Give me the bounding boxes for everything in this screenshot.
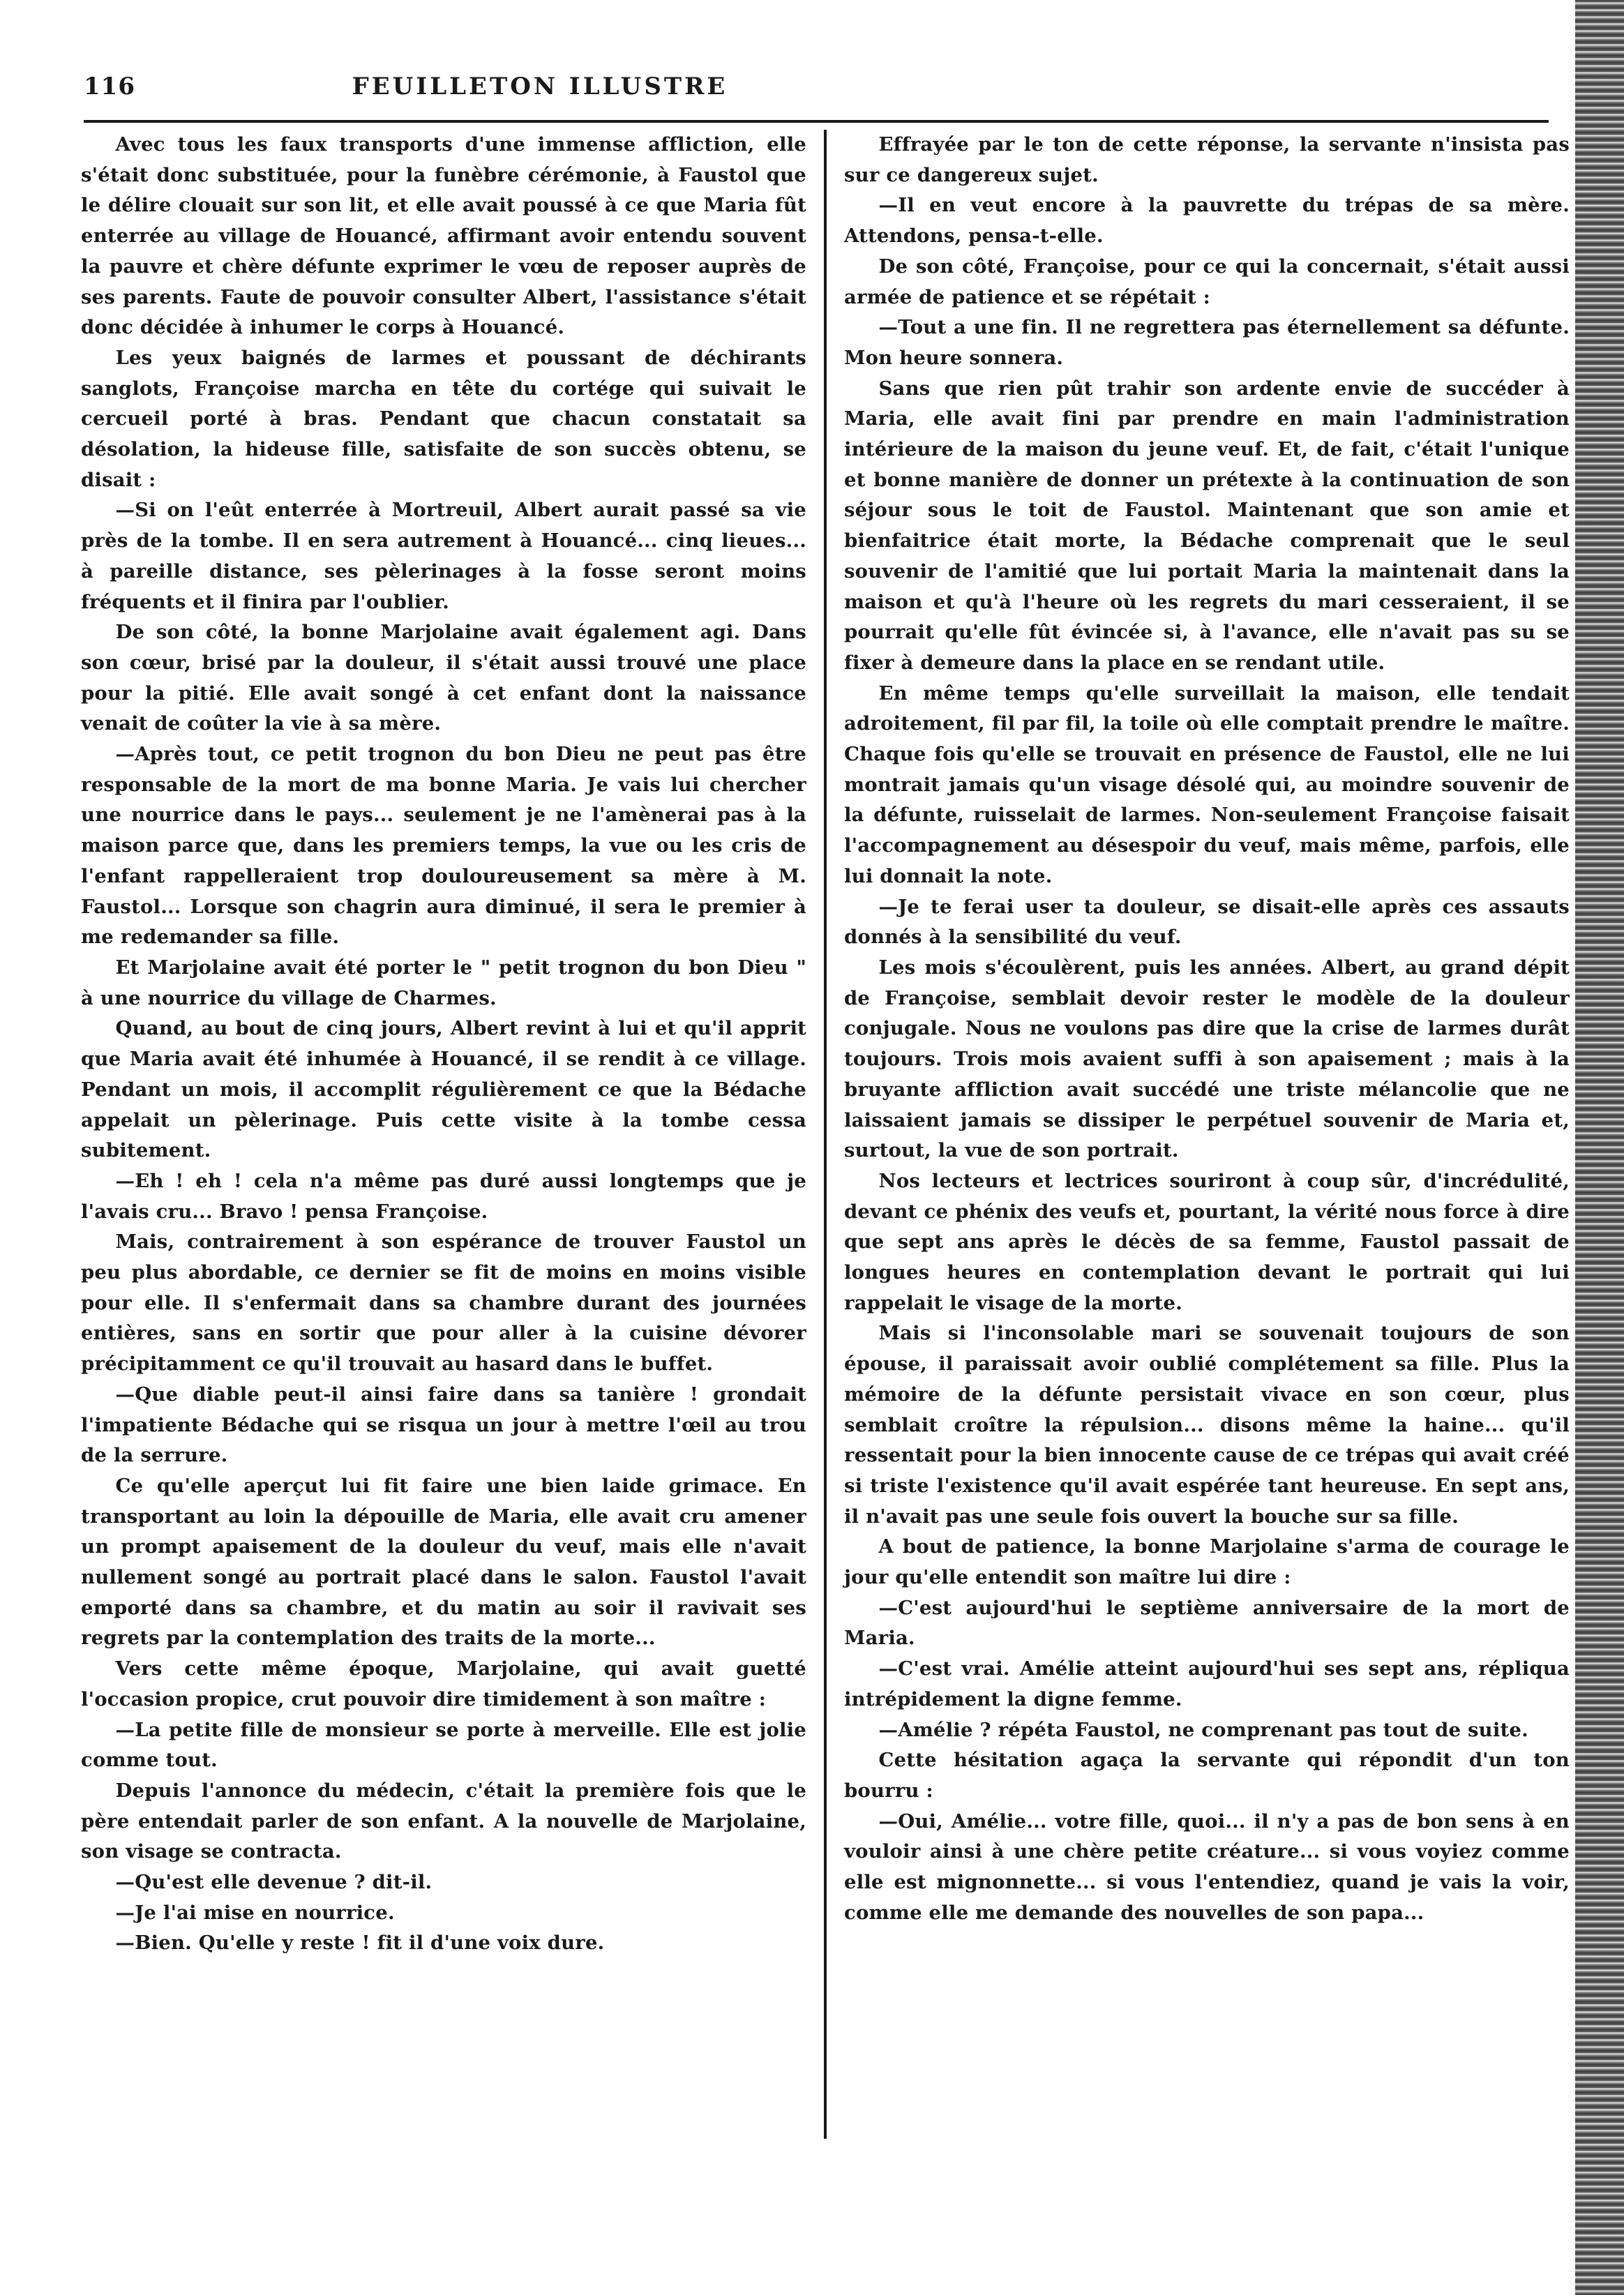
paragraph: —Si on l'eût enterrée à Mortreuil, Albert aurait passé sa vie près de la tombe. Il en sera autrement à Houancé... cinq lieues... à pareille distance, ses pèlerinages à la fosse seront moins fréquents et il finira par l'oublier. xyxy=(81,499,806,613)
paragraph: Cette hésitation agaça la servante qui répondit d'un ton bourru : xyxy=(844,1749,1570,1802)
paragraph: Quand, au bout de cinq jours, Albert revint à lui et qu'il apprit que Maria avait été inhumée à Houancé, il se rendit à ce village. Pendant un mois, il accomplit régulièrement ce que la Bédache appelait un pèlerinage. Puis cette visite à la tombe cessa subitement. xyxy=(81,1017,806,1162)
paragraph: —Bien. Qu'elle y reste ! fit il d'une voix dure. xyxy=(115,1932,605,1955)
paragraph: —La petite fille de monsieur se porte à merveille. Elle est jolie comme tout. xyxy=(81,1718,806,1772)
paragraph: —Oui, Amélie... votre fille, quoi... il n'y a pas de bon sens à en vouloir ainsi à une chère petite créature... si vous voyiez comme elle est mignonnette... si vous l'entendiez, quand je vais la voir, comme elle me demande des nouvelles de son papa... xyxy=(844,1809,1570,1924)
paragraph: A bout de patience, la bonne Marjolaine s'arma de courage le jour qu'elle entendit son maître lui dire : xyxy=(844,1535,1570,1589)
paragraph: Avec tous les faux transports d'une immense affliction, elle s'était donc substituée, pour la funèbre cérémonie, à Faustol que le délire clouait sur son lit, et elle avait poussé à ce que Maria fût enterrée au village de Houancé, affirmant avoir entendu souvent la pauvre et chère défunte exprimer le vœu de reposer auprès de ses parents. Faute de pouvoir consulter Albert, l'assistance s'était donc décidée à inhumer le corps à Houancé. xyxy=(81,133,806,339)
column-divider xyxy=(824,130,827,2139)
running-title: FEUILLETON ILLUSTRE xyxy=(352,73,728,100)
paragraph: Les yeux baignés de larmes et poussant de déchirants sanglots, Françoise marcha en tête du cortége qui suivait le cercueil porté à bras. Pendant que chacun constatait sa désolation, la hideuse fille, satisfaite de son succès obtenu, se disait : xyxy=(81,346,806,491)
paragraph: —C'est aujourd'hui le septième anniversaire de la mort de Maria. xyxy=(844,1596,1570,1650)
page-number: 116 xyxy=(84,73,135,100)
paragraph: —Que diable peut-il ainsi faire dans sa tanière ! grondait l'impatiente Bédache qui se risqua un jour à mettre l'œil au trou de la serrure. xyxy=(81,1383,806,1467)
paragraph: Effrayée par le ton de cette réponse, la servante n'insista pas sur ce dangereux sujet. xyxy=(844,133,1570,186)
paragraph: Nos lecteurs et lectrices souriront à coup sûr, d'incrédulité, devant ce phénix des veufs et, pourtant, la vérité nous force à dire que sept ans après le décès de sa femme, Faustol passait de longues heures en contemplation devant le portrait qui lui rappelait le visage de la morte. xyxy=(844,1169,1570,1314)
paragraph: Mais si l'inconsolable mari se souvenait toujours de son épouse, il paraissait avoir oublié complétement sa fille. Plus la mémoire de la défunte persistait vivace en son cœur, plus semblait croître la répulsion... disons même la haine... qu'il ressentait pour la bien innocente cause de ce trépas qui avait créé si triste l'existence qu'il avait espérée tant heureuse. En sept ans, il n'avait pas une seule fois ouvert la bouche sur sa fille. xyxy=(844,1322,1570,1528)
paragraph: —Tout a une fin. Il ne regrettera pas éternellement sa défunte. Mon heure sonnera. xyxy=(844,316,1570,369)
paragraph: —Eh ! eh ! cela n'a même pas duré aussi longtemps que je l'avais cru... Bravo ! pensa Françoise. xyxy=(81,1169,806,1223)
scan-edge-strip xyxy=(1575,0,1624,2295)
left-column xyxy=(81,130,806,1959)
paragraph: Sans que rien pût trahir son ardente envie de succéder à Maria, elle avait fini par prendre en main l'administration intérieure de la maison du jeune veuf. Et, de fait, c'était l'unique et bonne manière de donner un prétexte à la continuation de son séjour sous le toit de Faustol. Maintenant que son amie et bienfaitrice était morte, la Bédache comprenait que le seul souvenir de l'amitié que lui portait Maria la maintenait dans la maison et qu'à l'heure où les regrets du mari cesseraient, il se pourrait qu'elle fût évincée si, à l'avance, elle n'avait pas su se fixer à demeure dans la place en se rendant utile. xyxy=(844,377,1570,674)
paragraph: Et Marjolaine avait été porter le " petit trognon du bon Dieu " à une nourrice du village de Charmes. xyxy=(81,956,806,1009)
paragraph: —Qu'est elle devenue ? dit-il. xyxy=(115,1871,433,1894)
paragraph: —Je l'ai mise en nourrice. xyxy=(115,1901,395,1924)
paragraph: —Je te ferai user ta douleur, se disait-elle après ces assauts donnés à la sensibilité du veuf. xyxy=(844,895,1570,949)
paragraph: Les mois s'écoulèrent, puis les années. Albert, au grand dépit de Françoise, semblait devoir rester le modèle de la douleur conjugale. Nous ne voulons pas dire que la crise de larmes durât toujours. Trois mois avaient suffi à son apaisement ; mais à la bruyante affliction avait succédé une triste mélancolie que ne laissaient jamais se dissiper le perpétuel souvenir de Maria et, surtout, la vue de son portrait. xyxy=(844,956,1570,1162)
paragraph: Vers cette même époque, Marjolaine, qui avait guetté l'occasion propice, crut pouvoir dire timidement à son maître : xyxy=(81,1657,806,1710)
paragraph: En même temps qu'elle surveillait la maison, elle tendait adroitement, fil par fil, la toile où elle comptait prendre le maître. Chaque fois qu'elle se trouvait en présence de Faustol, elle ne lui montrait jamais qu'un visage désolé qui, au moindre souvenir de la défunte, ruisselait de larmes. Non-seulement Françoise faisait l'accompagnement au désespoir du veuf, mais même, parfois, elle lui donnait la note. xyxy=(844,682,1570,887)
paragraph: Ce qu'elle aperçut lui fit faire une bien laide grimace. En transportant au loin la dépouille de Maria, elle avait cru amener un prompt apaisement de la douleur du veuf, mais elle n'avait nullement songé au portrait placé dans le salon. Faustol l'avait emporté dans sa chambre, et du matin au soir il ravivait ses regrets par la contemplation des traits de la morte... xyxy=(81,1474,806,1650)
paragraph: —C'est vrai. Amélie atteint aujourd'hui ses sept ans, répliqua intrépidement la digne femme. xyxy=(844,1657,1570,1710)
paragraph: —Après tout, ce petit trognon du bon Dieu ne peut pas être responsable de la mort de ma bonne Maria. Je vais lui chercher une nourrice dans le pays... seulement je ne l'amènerai pas à la maison parce que, dans les premiers temps, la vue ou les cris de l'enfant rappelleraient trop douloureusement sa mère à M. Faustol... Lorsque son chagrin aura diminué, il sera le premier à me redemander sa fille. xyxy=(81,743,806,949)
paragraph: Mais, contrairement à son espérance de trouver Faustol un peu plus abordable, ce dernier se fit de moins en moins visible pour elle. Il s'enfermait dans sa chambre durant des journées entières, sans en sortir que pour aller à la cuisine dévorer précipitamment ce qu'il trouvait au hasard dans le buffet. xyxy=(81,1231,806,1376)
paragraph: De son côté, la bonne Marjolaine avait également agi. Dans son cœur, brisé par la douleur, il s'était aussi trouvé une place pour la pitié. Elle avait songé à cet enfant dont la naissance venait de coûter la vie à sa mère. xyxy=(81,621,806,735)
paragraph: De son côté, Françoise, pour ce qui la concernait, s'était aussi armée de patience et se répétait : xyxy=(844,255,1570,308)
paragraph: —Amélie ? répéta Faustol, ne comprenant pas tout de suite. xyxy=(878,1718,1528,1741)
page-header xyxy=(84,64,996,106)
right-column xyxy=(844,130,1570,1928)
paragraph: Depuis l'annonce du médecin, c'était la première fois que le père entendait parler de son enfant. A la nouvelle de Marjolaine, son visage se contracta. xyxy=(81,1779,806,1863)
header-rule xyxy=(84,120,1549,123)
paragraph: —Il en veut encore à la pauvrette du trépas de sa mère. Attendons, pensa-t-elle. xyxy=(844,194,1570,248)
